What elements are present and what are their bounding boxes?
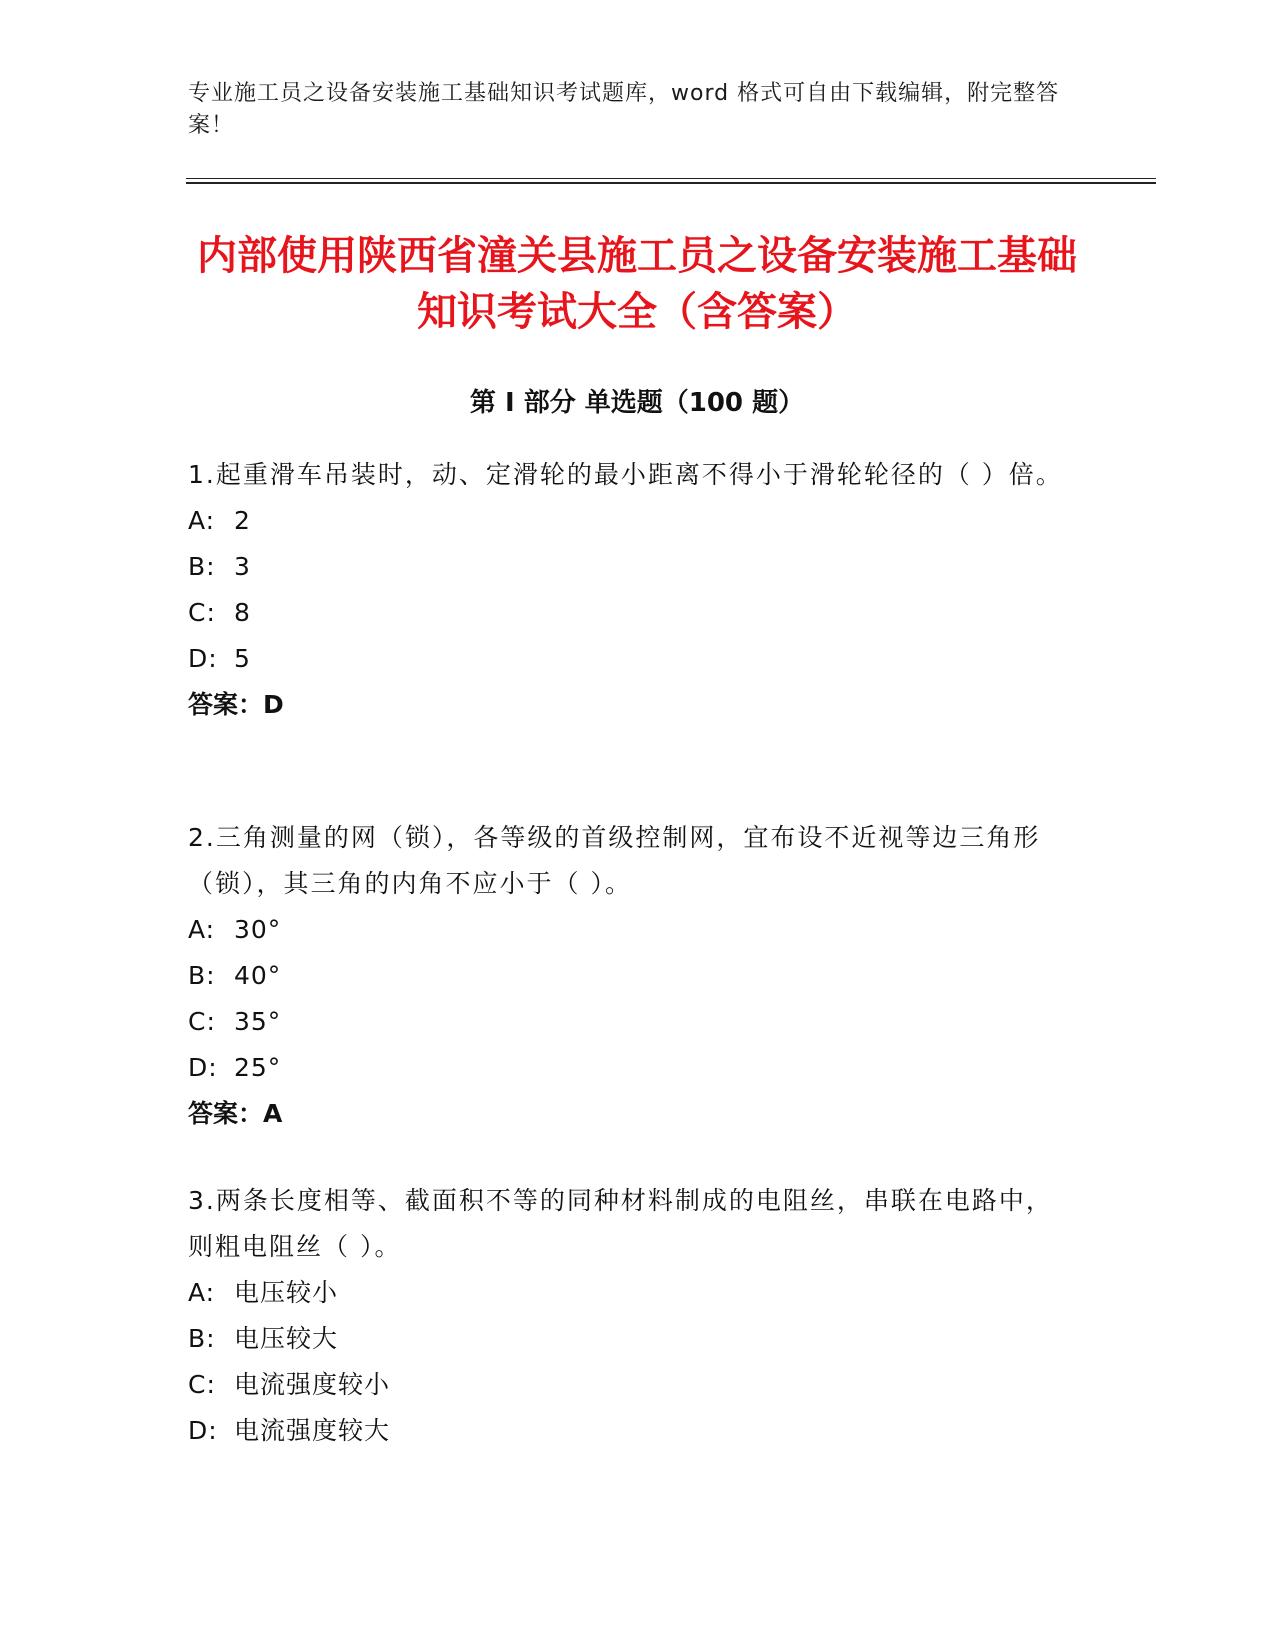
question-stem: 2.三角测量的网（锁），各等级的首级控制网，宜布设不近视等边三角形（锁），其三角的内角不应小于（ ）。: [188, 823, 1041, 898]
option-key: C:: [188, 598, 216, 627]
option-key: C:: [188, 1370, 216, 1399]
option-key: A:: [188, 506, 216, 535]
option-text: 35°: [234, 1007, 282, 1036]
option-text: 25°: [234, 1053, 282, 1082]
question-stem: 1.起重滑车吊装时，动、定滑轮的最小距离不得小于滑轮轮径的（ ）倍。: [188, 460, 1063, 489]
option-c: [188, 999, 1068, 1045]
option-b: [188, 1316, 1068, 1362]
option-b: [188, 953, 1068, 999]
option-text: 8: [234, 598, 251, 627]
option-text: 电压较小: [234, 1278, 339, 1307]
option-key: B:: [188, 552, 216, 581]
option-key: D:: [188, 644, 218, 673]
question-3: [188, 1178, 1068, 1454]
answer: 答案：D: [188, 690, 284, 719]
header-divider-thick: [186, 182, 1156, 184]
option-text: 2: [234, 506, 251, 535]
question-2: [188, 815, 1068, 1137]
option-a: [188, 498, 1068, 544]
option-key: D:: [188, 1416, 218, 1445]
option-c: [188, 1362, 1068, 1408]
option-a: [188, 907, 1068, 953]
header-divider-thin: [186, 178, 1156, 179]
answer: 答案：A: [188, 1099, 283, 1128]
option-key: B:: [188, 1324, 216, 1353]
option-text: 电流强度较小: [234, 1370, 391, 1399]
option-text: 电压较大: [234, 1324, 339, 1353]
option-a: [188, 1270, 1068, 1316]
option-key: A:: [188, 915, 216, 944]
section-title: 第 I 部分 单选题（100 题）: [469, 388, 805, 418]
header-note: 专业施工员之设备安装施工基础知识考试题库，word 格式可自由下载编辑，附完整答案！: [188, 81, 1060, 138]
option-d: [188, 1408, 1068, 1454]
option-text: 电流强度较大: [234, 1416, 391, 1445]
option-key: A:: [188, 1278, 216, 1307]
option-d: [188, 636, 1068, 682]
option-text: 40°: [234, 961, 282, 990]
option-key: D:: [188, 1053, 218, 1082]
question-stem: 3.两条长度相等、截面积不等的同种材料制成的电阻丝，串联在电路中，则粗电阻丝（ ）。: [188, 1186, 1053, 1261]
option-c: [188, 590, 1068, 636]
option-text: 3: [234, 552, 251, 581]
option-key: C:: [188, 1007, 216, 1036]
option-text: 5: [234, 644, 251, 673]
option-text: 30°: [234, 915, 282, 944]
document-title: 内部使用陕西省潼关县施工员之设备安装施工基础知识考试大全（含答案）: [197, 233, 1077, 335]
option-d: [188, 1045, 1068, 1091]
question-1: [188, 452, 1068, 728]
option-key: B:: [188, 961, 216, 990]
option-b: [188, 544, 1068, 590]
